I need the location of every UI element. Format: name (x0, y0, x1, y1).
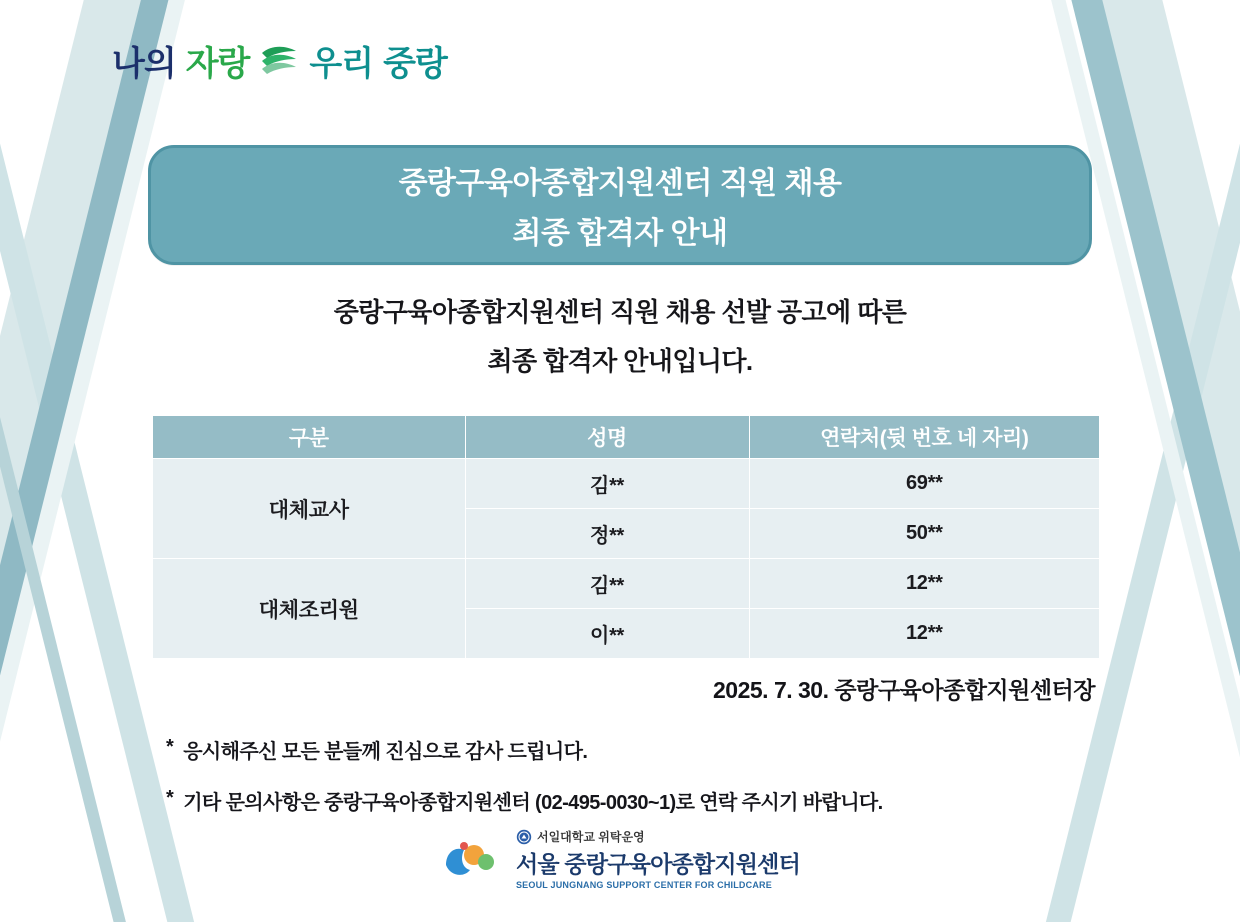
table-phone-cell: 69** (749, 459, 1099, 509)
table-header-cell: 성명 (465, 416, 749, 459)
wave-leaf-icon (259, 44, 299, 78)
slogan-part-1: 나의 (112, 45, 176, 83)
lead-paragraph (0, 288, 1240, 387)
slogan-part-3: 우리 (309, 45, 374, 83)
asterisk-icon: * (166, 736, 174, 758)
note-text: 기타 문의사항은 중랑구육아종합지원센터 (02-495-0030~1)로 연락 주시기 바랍니다. (183, 792, 883, 814)
footer-center-name-ko: 서울 중랑구육아종합지원센터 (515, 851, 801, 877)
table-group-cell: 대체조리원 (153, 559, 466, 659)
table-header-cell: 구분 (153, 416, 466, 459)
footer-center-name-en: SEOUL JUNGNANG SUPPORT CENTER FOR CHILDCARE (515, 880, 772, 890)
lead-line-2: 최종 합격자 안내입니다. (487, 346, 753, 377)
slogan-part-2: 자랑 (185, 45, 250, 83)
results-table (152, 415, 1100, 659)
district-slogan (112, 36, 447, 85)
signature-line: 2025. 7. 30. 중랑구육아종합지원센터장 (713, 677, 1095, 703)
results-table-container (152, 415, 1100, 659)
lead-line-1: 중랑구육아종합지원센터 직원 채용 선발 공고에 따른 (333, 297, 907, 327)
table-group-cell: 대체교사 (153, 459, 466, 559)
note-text: 응시해주신 모든 분들께 진심으로 감사 드립니다. (183, 741, 588, 763)
seal-emblem-icon (516, 829, 532, 845)
table-name-cell: 정** (465, 509, 749, 559)
notice-title-banner (148, 145, 1092, 265)
notes-list (166, 735, 1166, 837)
note-item (166, 786, 1166, 815)
title-line-1: 중랑구육아종합지원센터 직원 채용 (398, 167, 842, 200)
childcare-center-logo-icon (440, 832, 506, 886)
table-row (153, 459, 1100, 509)
footer-logo-inner (440, 828, 800, 890)
table-phone-cell: 12** (749, 609, 1099, 659)
table-name-cell: 김** (465, 459, 749, 509)
table-header-cell: 연락처(뒷 번호 네 자리) (749, 416, 1099, 459)
note-item (166, 735, 1166, 764)
footer-operator-line (516, 828, 800, 845)
table-phone-cell: 50** (749, 509, 1099, 559)
table-phone-cell: 12** (749, 559, 1099, 609)
table-header-row (153, 416, 1100, 459)
footer-text-block (516, 828, 800, 890)
table-name-cell: 이** (465, 609, 749, 659)
slogan-part-4: 중랑 (383, 45, 447, 83)
title-line-2: 최종 합격자 안내 (512, 217, 728, 250)
asterisk-icon: * (166, 787, 174, 809)
table-row (153, 559, 1100, 609)
table-name-cell: 김** (465, 559, 749, 609)
footer-operator-text: 서일대학교 위탁운영 (536, 830, 645, 844)
footer-logo-block (0, 828, 1240, 890)
